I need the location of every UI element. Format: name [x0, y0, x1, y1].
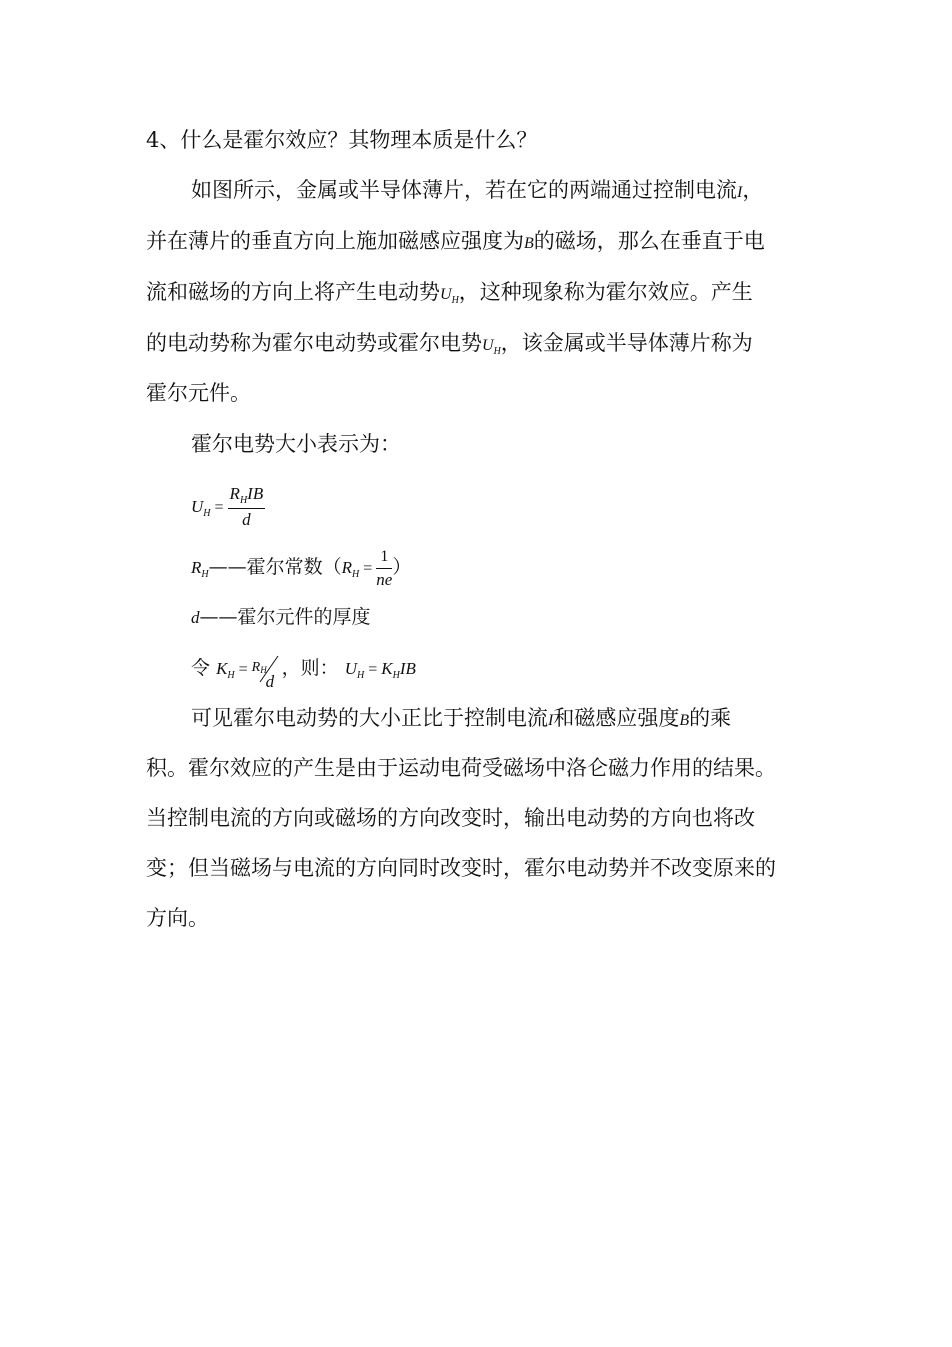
paragraph-line: 并在薄片的垂直方向上施加磁感应强度为B的磁场，那么在垂直于电: [146, 229, 765, 253]
var-UH: $U_H$: [482, 337, 501, 357]
question-heading: 4、什么是霍尔效应？其物理本质是什么？: [146, 128, 538, 152]
paragraph-line: 霍尔电势大小表示为：: [191, 432, 401, 456]
var-I: I: [548, 712, 554, 729]
var-B: B: [524, 235, 534, 252]
paragraph-line: 积。霍尔效应的产生是由于运动电荷受磁场中洛仑磁力作用的结果。: [146, 756, 776, 780]
var-I: I: [737, 184, 743, 201]
hall-voltage-formula: $U_H$ = $\frac{R_HIB}{d}$: [191, 484, 264, 529]
slash-fraction: RH d: [252, 652, 282, 686]
paragraph-line: 变；但当磁场与电流的方向同时改变时，霍尔电动势并不改变原来的: [146, 856, 776, 880]
paragraph-line: 当控制电流的方向或磁场的方向改变时，输出电动势的方向也将改: [146, 806, 755, 830]
hall-constant-definition: $R_H——$霍尔常数（$R_H$ = $\frac{1}{ne}$ ）: [191, 547, 412, 589]
thickness-definition: d——霍尔元件的厚度: [191, 606, 371, 628]
paragraph-line: 流和磁场的方向上将产生电动势$U_H$，这种现象称为霍尔效应。产生: [146, 280, 753, 306]
paragraph-line: 方向。: [146, 906, 209, 930]
paragraph-line: 的电动势称为霍尔电动势或霍尔电势$U_H$，该金属或半导体薄片称为: [146, 331, 753, 357]
paragraph-line: 霍尔元件。: [146, 381, 251, 405]
paragraph-line: 如图所示，金属或半导体薄片，若在它的两端通过控制电流I，: [191, 178, 764, 202]
paragraph-line: 可见霍尔电动势的大小正比于控制电流I和磁感应强度B的乘: [191, 706, 732, 730]
var-B: B: [679, 712, 690, 729]
formula-fraction: $\frac{1}{ne}$: [376, 547, 393, 589]
formula-fraction: $\frac{R_HIB}{d}$: [229, 484, 264, 529]
var-UH: $U_H$: [440, 286, 459, 306]
hall-sensitivity-definition: 令 $K_H$ = RH d ，则： $U_H = K_HIB$: [191, 650, 861, 690]
